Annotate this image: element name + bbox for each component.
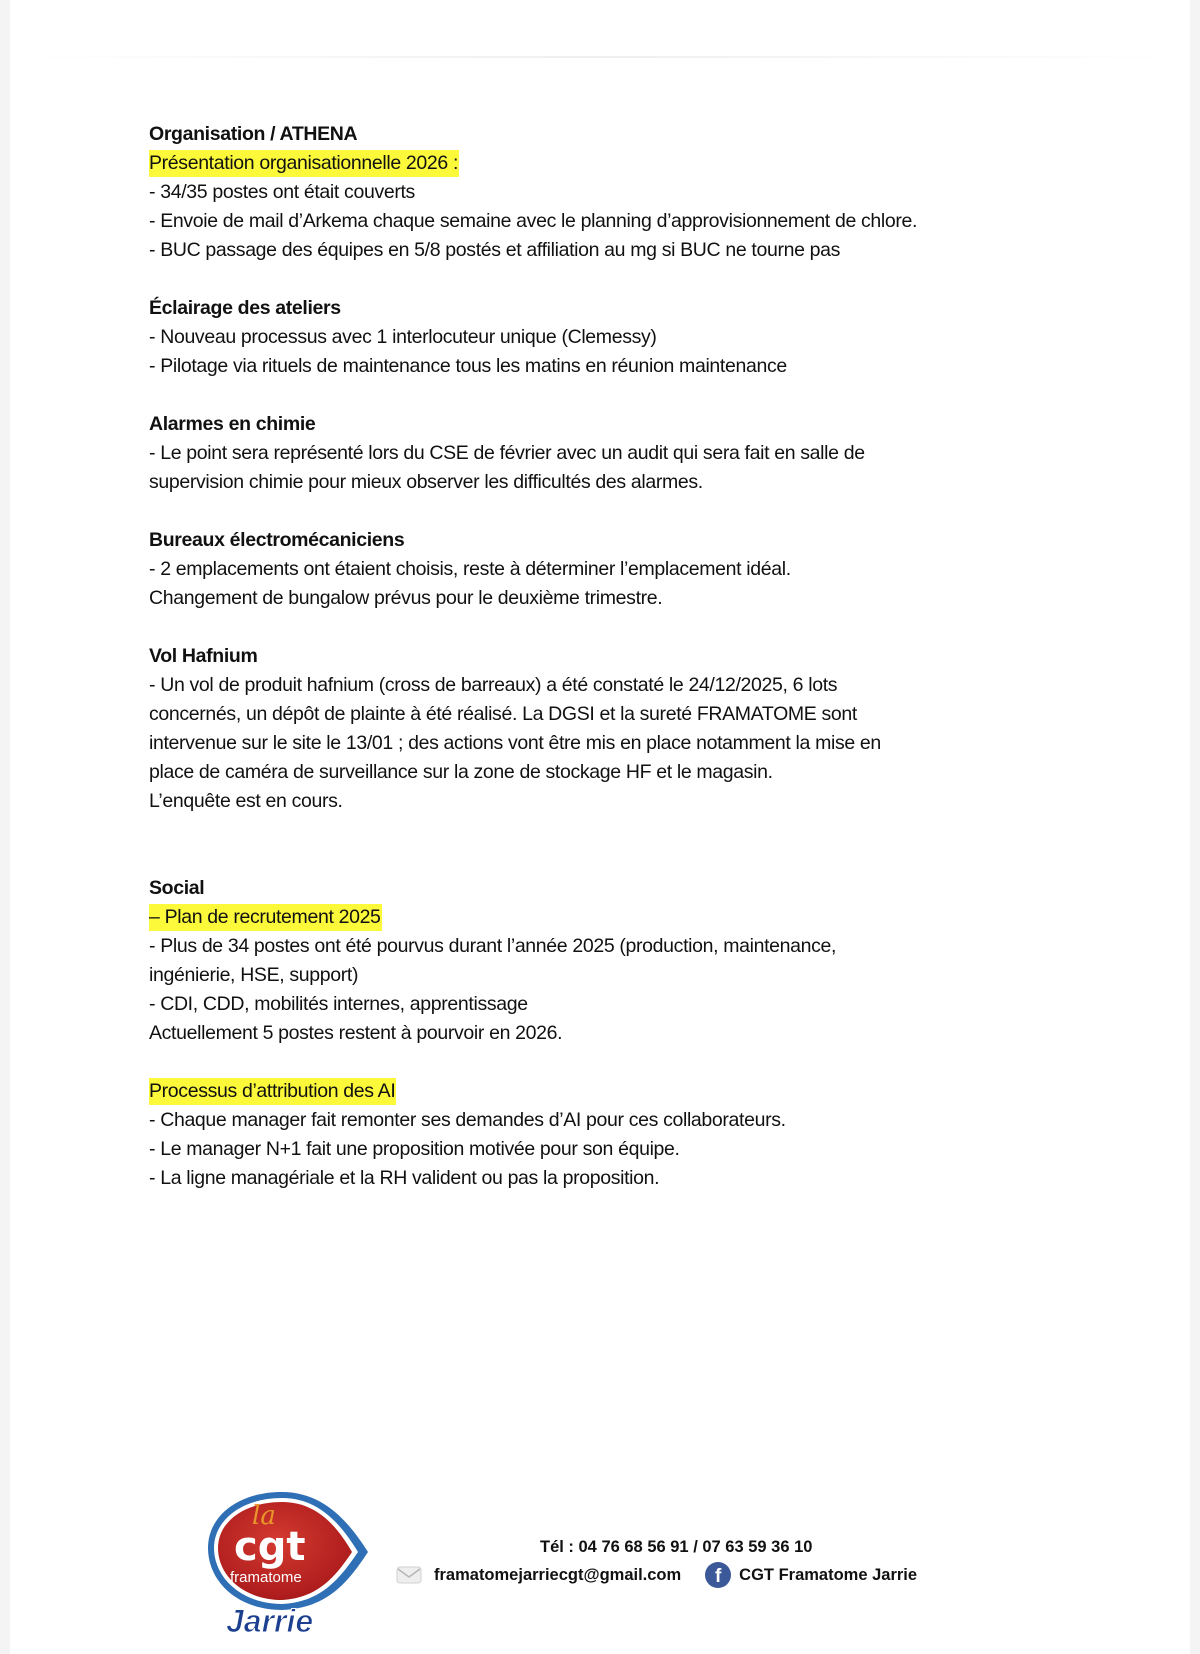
section-heading: Organisation / ATHENA xyxy=(149,123,358,145)
text-line: - BUC passage des équipes en 5/8 postés et affiliation au mg si BUC ne tourne pas xyxy=(149,239,841,261)
section-heading: Social xyxy=(149,877,205,899)
text-line: Changement de bungalow prévus pour le deuxième trimestre. xyxy=(149,587,663,609)
text-line: - Plus de 34 postes ont été pourvus durant l’année 2025 (production, maintenance, xyxy=(149,935,837,957)
text-line: - 2 emplacements ont étaient choisis, reste à déterminer l’emplacement idéal. xyxy=(149,558,791,580)
top-divider xyxy=(30,56,1170,58)
text-line: - Envoie de mail d’Arkema chaque semaine avec le planning d’approvisionnement de chlore. xyxy=(149,210,918,232)
section-subheading-highlighted: Processus d’attribution des AI xyxy=(149,1078,396,1105)
section-subheading-highlighted: Présentation organisationnelle 2026 : xyxy=(149,150,459,177)
section-subheading-highlighted: – Plan de recrutement 2025 xyxy=(149,904,382,931)
text-line: concernés, un dépôt de plainte à été réalisé. La DGSI et la sureté FRAMATOME sont xyxy=(149,703,857,725)
text-line: place de caméra de surveillance sur la zone de stockage HF et le magasin. xyxy=(149,761,773,783)
text-line: - La ligne managériale et la RH valident ou pas la proposition. xyxy=(149,1167,660,1189)
text-line: - Un vol de produit hafnium (cross de barreaux) a été constaté le 24/12/2025, 6 lots xyxy=(149,674,838,696)
logo-site: Jarrie xyxy=(226,1603,314,1639)
facebook-page-link[interactable]: CGT Framatome Jarrie xyxy=(739,1565,918,1584)
section-heading: Alarmes en chimie xyxy=(149,413,316,435)
text-line: - Chaque manager fait remonter ses demandes d’AI pour ces collaborateurs. xyxy=(149,1109,786,1131)
section-heading: Bureaux électromécaniciens xyxy=(149,529,405,551)
document-page xyxy=(10,0,1190,1654)
text-line: Actuellement 5 postes restent à pourvoir en 2026. xyxy=(149,1022,563,1044)
logo-script-la: la xyxy=(252,1501,276,1531)
text-line: - Le point sera représenté lors du CSE de février avec un audit qui sera fait en salle de xyxy=(149,442,865,464)
phone-numbers: Tél : 04 76 68 56 91 / 07 63 59 36 10 xyxy=(540,1538,813,1556)
text-line: intervenue sur le site le 13/01 ; des actions vont être mis en place notamment la mise en xyxy=(149,732,881,754)
section-heading: Vol Hafnium xyxy=(149,645,258,667)
envelope-icon xyxy=(396,1565,422,1585)
text-line: - CDI, CDD, mobilités internes, apprentissage xyxy=(149,993,528,1015)
text-line: ingénierie, HSE, support) xyxy=(149,964,359,986)
text-line: - 34/35 postes ont était couverts xyxy=(149,181,415,203)
facebook-icon: f xyxy=(705,1562,731,1588)
cgt-logo xyxy=(200,1484,372,1644)
logo-main-text: cgt xyxy=(234,1524,306,1570)
text-line: supervision chimie pour mieux observer les difficultés des alarmes. xyxy=(149,471,703,493)
text-line: - Nouveau processus avec 1 interlocuteur unique (Clemessy) xyxy=(149,326,657,348)
text-line: L’enquête est en cours. xyxy=(149,790,343,812)
section-heading: Éclairage des ateliers xyxy=(149,297,341,319)
text-line: - Pilotage via rituels de maintenance tous les matins en réunion maintenance xyxy=(149,355,787,377)
document-body xyxy=(149,120,1099,1193)
text-line: - Le manager N+1 fait une proposition motivée pour son équipe. xyxy=(149,1138,680,1160)
logo-company: framatome xyxy=(230,1569,302,1586)
email-link[interactable]: framatomejarriecgt@gmail.com xyxy=(434,1565,682,1584)
